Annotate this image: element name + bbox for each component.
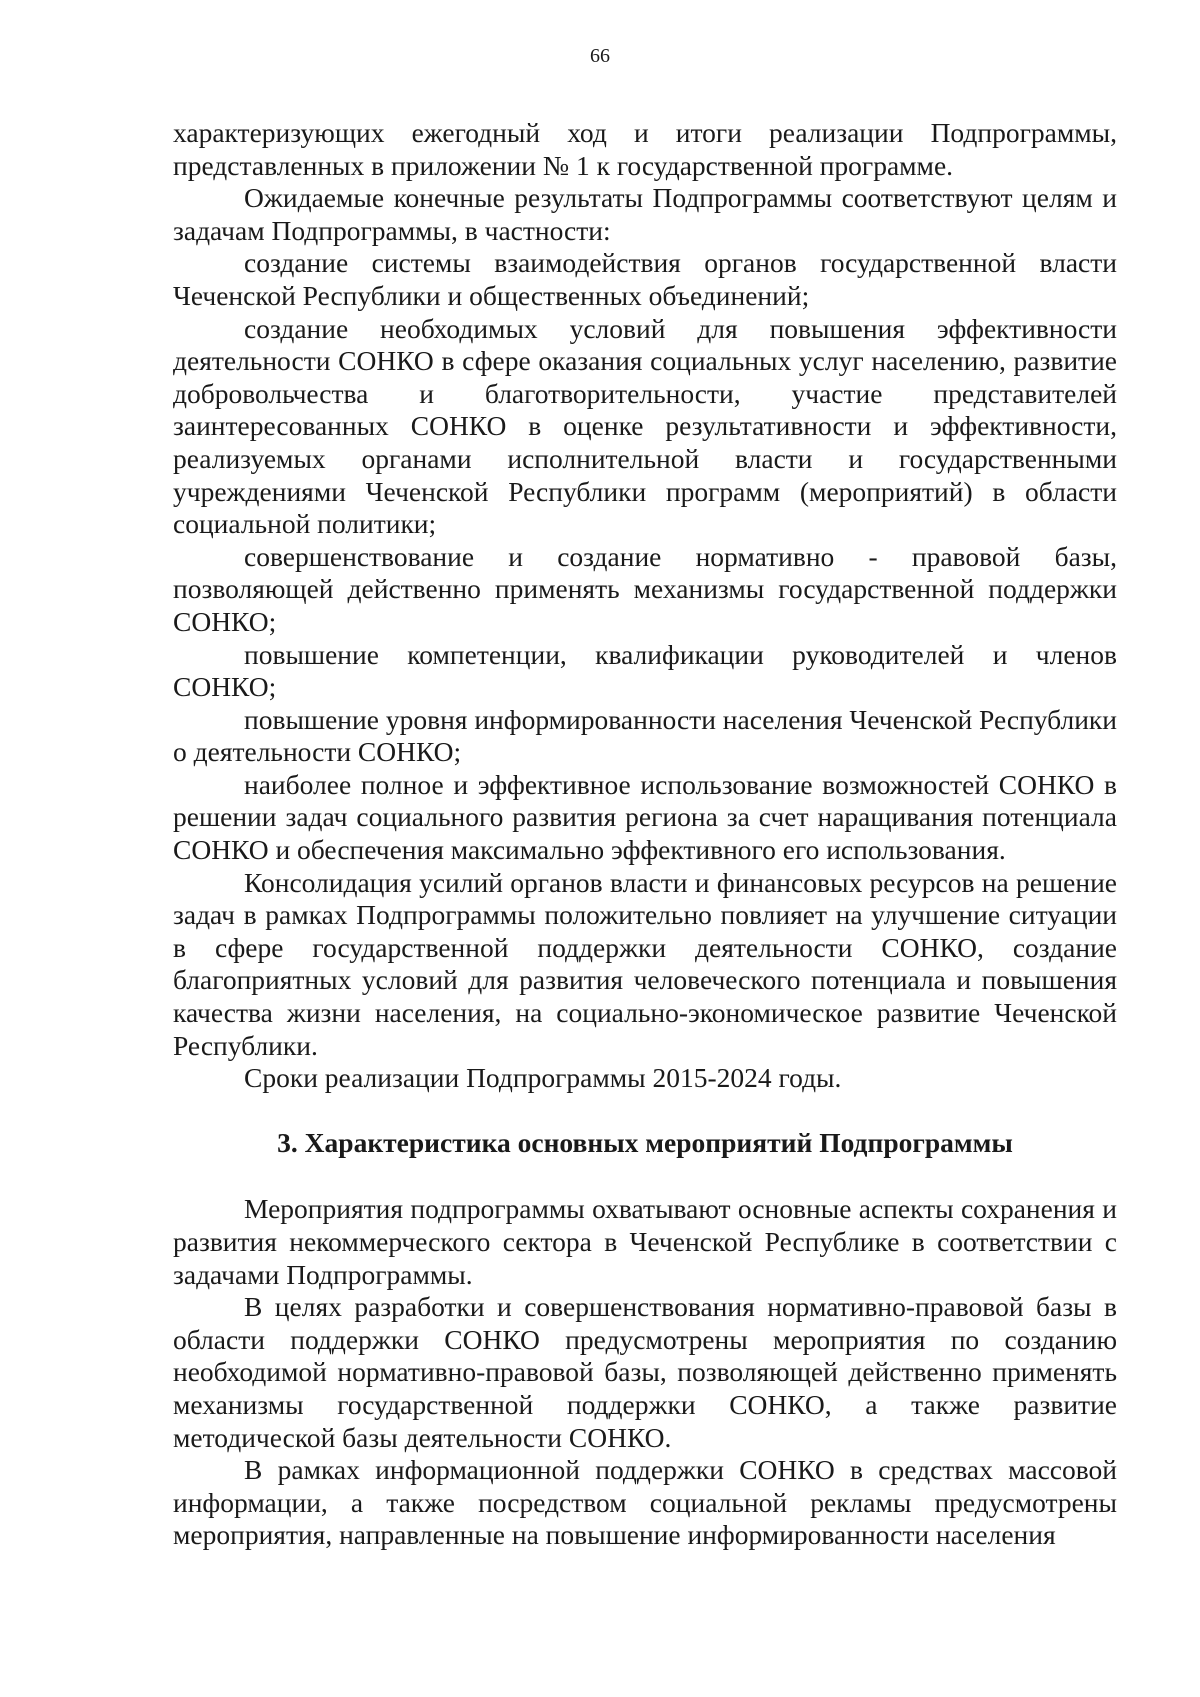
list-item-interaction-system: создание системы взаимодействия органов государственной власти Чеченской Республики и общественных объединений; <box>173 247 1117 311</box>
list-item-efficiency-conditions: создание необходимых условий для повышения эффективности деятельности СОНКО в сфере оказания социальных услуг населению, развитие добровольчества и благотворительности, участие представителей заинтересованных СОНКО в оценке результативности и эффективности, реализуемых органами исполнительной власти и государственными учреждениями Чеченской Республики программ (мероприятий) в области социальной политики; <box>173 312 1117 540</box>
paragraphs-before-heading <box>173 117 1117 1095</box>
paragraph-activities-overview: Мероприятия подпрограммы охватывают основные аспекты сохранения и развития некоммерческого сектора в Чеченской Республике в соответствии с задачами Подпрограммы. <box>173 1193 1117 1290</box>
paragraphs-after-heading <box>173 1193 1117 1552</box>
section-heading: 3. Характеристика основных мероприятий Подпрограммы <box>277 1126 1013 1158</box>
list-item-awareness: повышение уровня информированности населения Чеченской Республики о деятельности СОНКО; <box>173 703 1117 768</box>
paragraph-continuation: характеризующих ежегодный ход и итоги реализации Подпрограммы, представленных в приложении № 1 к государственной программе. <box>173 117 1117 181</box>
paragraph-expected-results: Ожидаемые конечные результаты Подпрограммы соответствуют целям и задачам Подпрограммы, в частности: <box>173 182 1117 246</box>
list-item-legal-base: совершенствование и создание нормативно - правовой базы, позволяющей действенно применять механизмы государственной поддержки СОНКО; <box>173 540 1117 637</box>
page-number: 66 <box>590 45 610 67</box>
list-item-competence: повышение компетенции, квалификации руководителей и членов СОНКО; <box>173 638 1117 703</box>
paragraph-legal-development: В целях разработки и совершенствования нормативно-правовой базы в области поддержки СОНКО предусмотрены мероприятия по созданию необходимой нормативно-правовой базы, позволяющей действенно применять механизмы государственной поддержки СОНКО, а также развитие методической базы деятельности СОНКО. <box>173 1291 1117 1453</box>
paragraph-timeline: Сроки реализации Подпрограммы 2015-2024 годы. <box>244 1062 842 1094</box>
paragraph-information-support: В рамках информационной поддержки СОНКО в средствах массовой информации, а также посредством социальной рекламы предусмотрены мероприятия, направленные на повышение информированности населения <box>173 1454 1117 1551</box>
page-body <box>173 117 1117 1552</box>
list-item-full-use: наиболее полное и эффективное использование возможностей СОНКО в решении задач социального развития региона за счет наращивания потенциала СОНКО и обеспечения максимально эффективного его использования. <box>173 768 1117 866</box>
paragraph-consolidation: Консолидация усилий органов власти и финансовых ресурсов на решение задач в рамках Подпрограммы положительно повлияет на улучшение ситуации в сфере государственной поддержки деятельности СОНКО, создание благоприятных условий для развития человеческого потенциала и повышения качества жизни населения, на социально-экономическое развитие Чеченской Республики. <box>173 866 1117 1061</box>
